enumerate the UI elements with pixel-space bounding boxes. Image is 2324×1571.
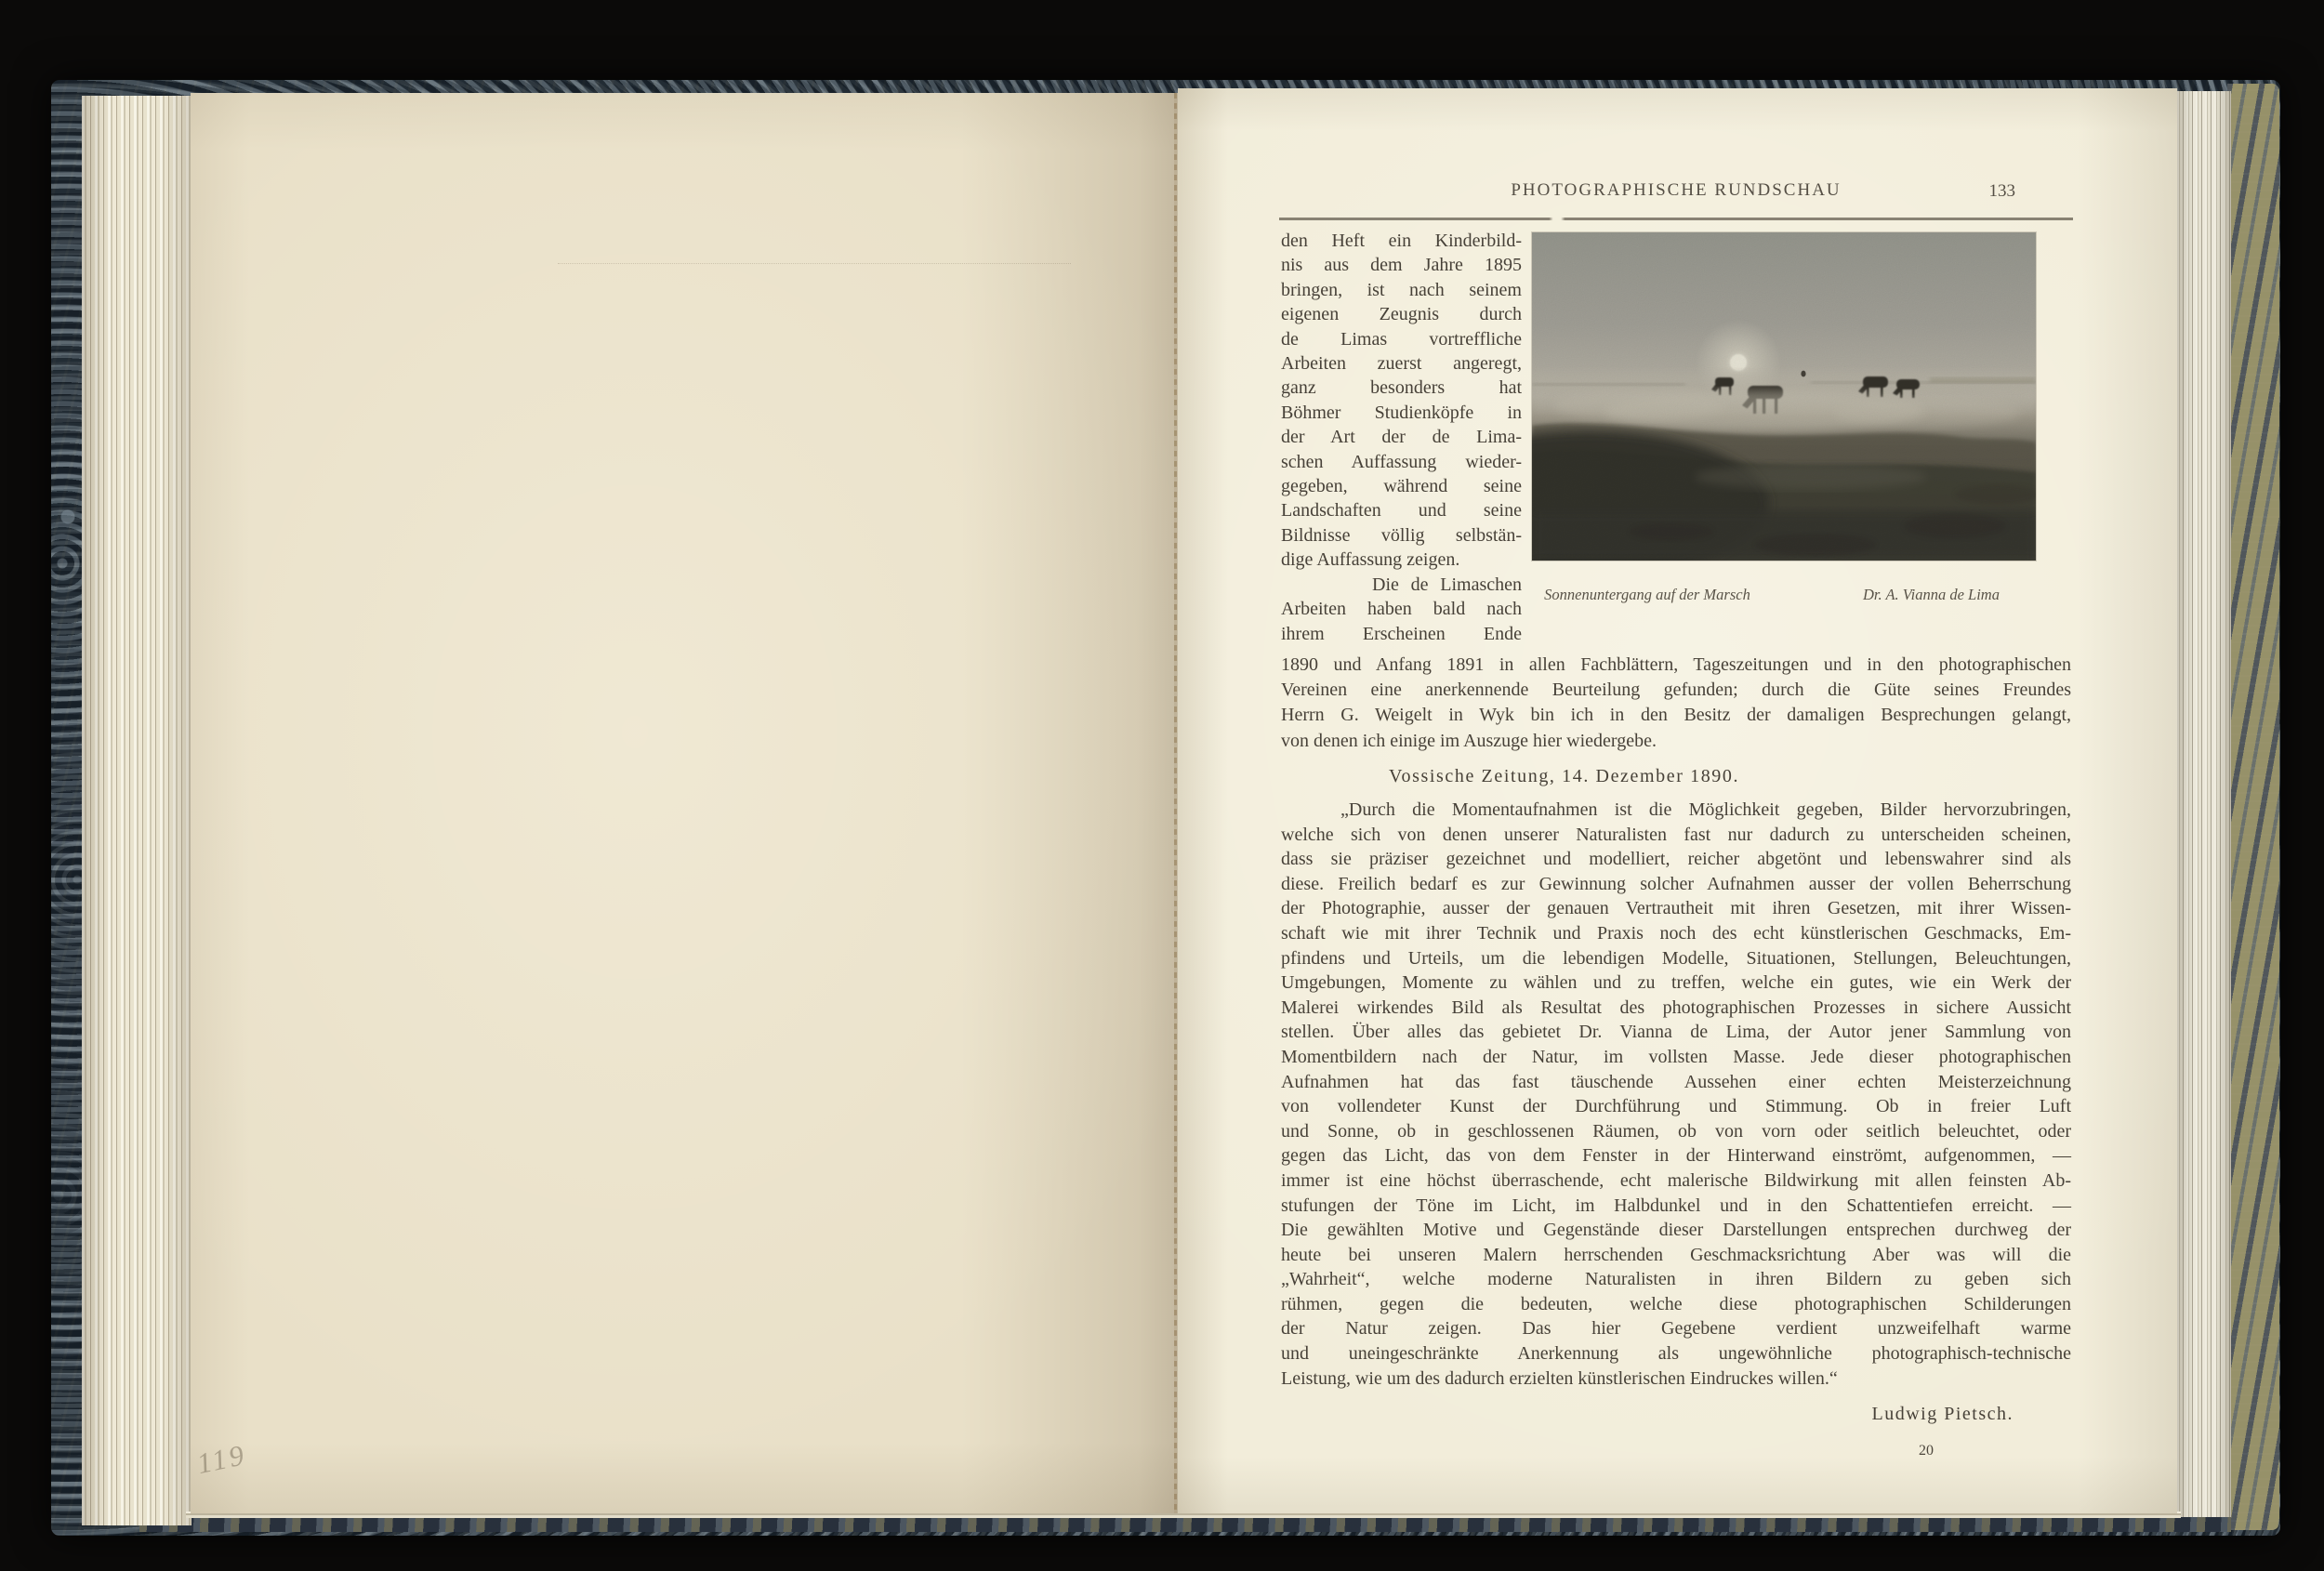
photo-caption-title: Sonnenuntergang auf der Marsch [1544,586,1750,603]
text-line: stellen. Über alles das gebietet Dr. Vianna de Lima, der Autor jener Sammlung von [1281,1022,2071,1043]
sheet-signature-number: 20 [1919,1443,1934,1459]
quoted-review-paragraph [1281,798,2071,1391]
page-fore-edge-stack-right [2177,91,2231,1517]
text-line: gegen das Licht, das von dem Fenster in der Hinterwand einströmt, aufgenommen, — [1281,1145,2071,1167]
page-fore-edge-stack-left [82,96,191,1525]
running-head [1281,180,2071,206]
text-line: immer ist eine höchst überraschende, echt malerische Bildwirkung mit allen feinsten Ab- [1281,1169,2071,1191]
section-heading [1281,766,2071,787]
text-line: pfindens und Urteils, um die lebendigen Modelle, Situationen, Stellungen, Beleuchtungen, [1281,947,2071,969]
text-line: schaft wie mit ihrer Technik und Praxis noch des echt künstlerischen Geschmacks, Em- [1281,922,2071,944]
text-line: Leistung, wie um des dadurch erzielten künstlerischen Eindruckes willen.“ [1281,1367,1838,1389]
text-line: „Durch die Momentaufnahmen ist die Möglichkeit gegeben, Bilder hervorzubringen, [1340,799,2071,820]
text-line: 1890 und Anfang 1891 in allen Fachblättern, Tageszeitungen und in den photographischen [1281,654,2071,675]
marbled-cover-right-edge [2227,84,2279,1530]
text-line: von vollendeter Kunst der Durchführung und Stimmung. Ob in freier Luft [1281,1096,2071,1117]
text-line: Malerei wirkendes Bild als Resultat des photographischen Prozesses in sichere Aussicht [1281,997,2071,1018]
text-line: „Wahrheit“, welche moderne Naturalisten in ihren Bildern zu geben sich [1281,1269,2071,1290]
text-line: Momentbildern nach der Natur, im vollsten Masse. Jede dieser photographischen [1281,1046,2071,1067]
journal-title: PHOTOGRAPHISCHE RUNDSCHAU [1511,180,1842,200]
author-signature: Ludwig Pietsch. [1871,1404,2014,1424]
text-line: Landschaften und seine [1281,500,1522,521]
text-line: Herrn G. Weigelt in Wyk bin ich in den Besitz der damaligen Besprechungen gelangt, [1281,705,2071,726]
text-line: von denen ich einige im Auszuge hier wiedergebe. [1281,730,1657,751]
page-scratch-artifact [558,263,1071,264]
text-line: Arbeiten haben bald nach [1281,599,1522,620]
photo-illustration [1532,232,2036,561]
section-heading-text: Vossische Zeitung, 14. Dezember 1890. [1389,766,1740,786]
text-line: der Photographie, ausser der genauen Vertrautheit mit ihren Gesetzen, mit ihrer Wissen- [1281,898,2071,919]
text-line: der Art der de Lima- [1281,427,1522,448]
text-line: stufungen der Töne im Licht, im Halbdunkel und in den Schattentiefen erreicht. — [1281,1195,2071,1216]
photo-caption-credit: Dr. A. Vianna de Lima [1863,586,2000,603]
binding-gutter-seam [1174,93,1177,1513]
text-line: Umgebungen, Momente zu wählen und zu treffen, welche ein gutes, wie ein Werk der [1281,972,2071,994]
text-line: gegeben, während seine [1281,476,1522,497]
text-line: diese. Freilich bedarf es zur Gewinnung solcher Aufnahmen ausser der vollen Beherrschung [1281,873,2071,894]
text-line: Vereinen eine anerkennende Beurteilung gefunden; durch die Güte seines Freundes [1281,680,2071,701]
text-line: schen Auffassung wieder- [1281,451,1522,472]
text-line: nis aus dem Jahre 1895 [1281,255,1522,276]
text-line: heute bei unseren Malern herrschenden Geschmacksrichtung Aber was will die [1281,1244,2071,1265]
text-line: Bildnisse völlig selbstän- [1281,524,1522,546]
text-line: und uneingeschränkte Anerkennung als ungewöhnliche photographisch-technische [1281,1343,2071,1365]
text-line: ganz besonders hat [1281,377,1522,399]
paragraph-after-photo [1281,653,2071,754]
text-line: den Heft ein Kinderbild- [1281,231,1522,251]
text-line: de Limas vortreffliche [1281,328,1522,350]
text-line: eigenen Zeugnis durch [1281,304,1522,325]
text-line: ihrem Erscheinen Ende [1281,623,1522,644]
blank-left-page [191,93,1178,1513]
text-line: dige Auffassung zeigen. [1281,549,1460,571]
text-line: bringen, ist nach seinem [1281,279,1522,300]
text-line: Arbeiten zuerst angeregt, [1281,353,1522,375]
text-line: Die gewählten Motive und Gegenstände dieser Darstellungen entsprechen durchweg der [1281,1220,2071,1241]
text-line: und Sonne, ob in geschlossenen Räumen, ob von vorn oder seitlich beleuchtet, oder [1281,1120,2071,1142]
left-text-column [1281,229,1522,646]
text-line: Böhmer Studienköpfe in [1281,402,1522,423]
text-line: rühmen, gegen die bedeuten, welche diese photographischen Schilderungen [1281,1293,2071,1314]
text-line: Aufnahmen hat das fast täuschende Aussehen einer echten Meisterzeichnung [1281,1071,2071,1092]
text-line: Die de Limaschen [1372,574,1522,595]
text-line: dass sie präziser gezeichnet und modelliert, reicher abgetönt und lebenswahrer sind als [1281,849,2071,870]
marsh-sunset-photograph [1532,232,2036,561]
text-line: welche sich von denen unserer Naturalisten fast nur dadurch zu unterscheiden scheinen, [1281,824,2071,845]
page-number: 133 [1988,181,2015,201]
pencil-page-note: 119 [193,1437,250,1481]
text-line: der Natur zeigen. Das hier Gegebene verdient unzweifelhaft warme [1281,1318,2071,1340]
header-rule [1279,218,2073,220]
